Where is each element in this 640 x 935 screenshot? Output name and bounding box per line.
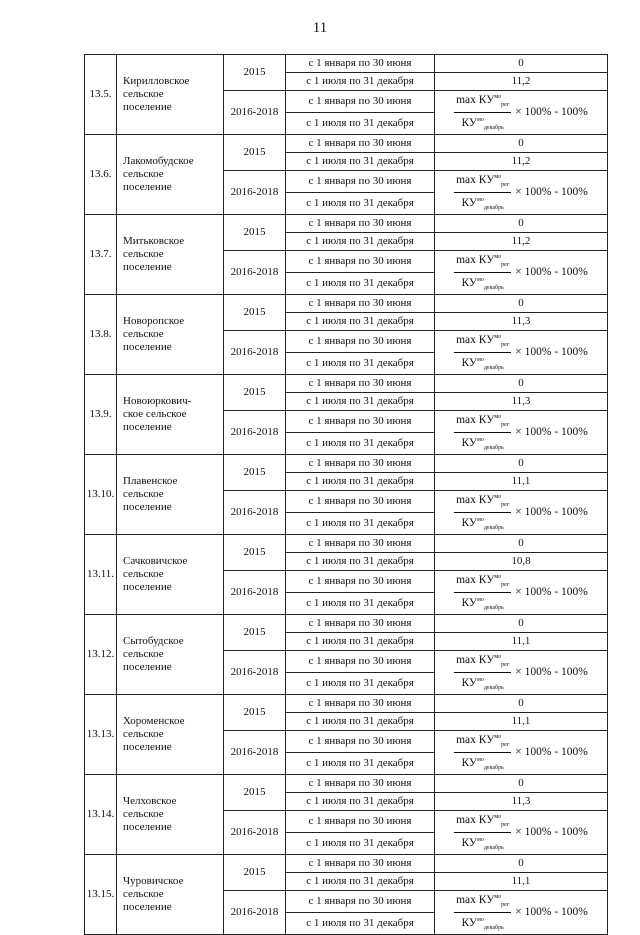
formula-cell xyxy=(435,811,608,855)
formula xyxy=(454,891,588,934)
settlement-name-line: поселение xyxy=(123,341,172,353)
settlement-name-line: поселение xyxy=(123,661,172,673)
formula xyxy=(454,251,588,294)
formula-den-sub: декабрь xyxy=(483,445,504,451)
formula-num-text: max КУ xyxy=(456,734,495,746)
year-2016-2018: 2016-2018 xyxy=(224,651,286,695)
year-2015: 2015 xyxy=(224,295,286,331)
formula-cell xyxy=(435,411,608,455)
formula-den-sub: декабрь xyxy=(483,525,504,531)
year-2015: 2015 xyxy=(224,135,286,171)
formula-num-text: max КУ xyxy=(456,894,495,906)
row-number: 13.11. xyxy=(85,535,117,615)
formula-suffix: × 100% - 100% xyxy=(515,266,588,278)
period-second-half: с 1 июля по 31 декабря xyxy=(286,113,435,135)
formula-num-text: max КУ xyxy=(456,414,495,426)
formula-fraction xyxy=(454,651,511,694)
value-second-half: 11,3 xyxy=(435,313,608,331)
row-number: 13.10. xyxy=(85,455,117,535)
formula-den-sup: мо xyxy=(477,277,484,283)
formula-fraction xyxy=(454,171,511,214)
formula-den-sub: декабрь xyxy=(483,205,504,211)
period-first-half: с 1 января по 30 июня xyxy=(286,411,435,433)
row-number: 13.15. xyxy=(85,855,117,935)
value-second-half: 11,3 xyxy=(435,793,608,811)
formula-den-sub: декабрь xyxy=(483,365,504,371)
period-second-half: с 1 июля по 31 декабря xyxy=(286,153,435,171)
value-first-half: 0 xyxy=(435,55,608,73)
settlement-name-line: Сытобудское xyxy=(123,635,184,647)
formula-denominator xyxy=(461,113,503,134)
formula-num-sub: рег xyxy=(501,422,510,428)
period-first-half: с 1 января по 30 июня xyxy=(286,891,435,913)
settlement-name-line: Лакомобудское xyxy=(123,155,194,167)
settlement-name xyxy=(117,135,224,215)
formula-den-sup: мо xyxy=(477,437,484,443)
year-2016-2018: 2016-2018 xyxy=(224,731,286,775)
value-second-half: 11,1 xyxy=(435,473,608,491)
settlement-name-line: Плавенское xyxy=(123,475,178,487)
row-number: 13.9. xyxy=(85,375,117,455)
formula-den-sup: мо xyxy=(477,917,484,923)
formula-fraction xyxy=(454,91,511,134)
year-2016-2018: 2016-2018 xyxy=(224,811,286,855)
formula-num-text: max КУ xyxy=(456,574,495,586)
year-2015: 2015 xyxy=(224,55,286,91)
settlement-name-line: поселение xyxy=(123,901,172,913)
period-first-half: с 1 января по 30 июня xyxy=(286,491,435,513)
formula xyxy=(454,331,588,374)
formula-cell xyxy=(435,331,608,375)
formula-numerator xyxy=(454,411,511,433)
formula xyxy=(454,811,588,854)
formula-num-sub: рег xyxy=(501,582,510,588)
formula-den-sup: мо xyxy=(477,117,484,123)
formula-denominator xyxy=(461,353,503,374)
formula-numerator xyxy=(454,811,511,833)
period-first-half: с 1 января по 30 июня xyxy=(286,535,435,553)
formula-den-sup: мо xyxy=(477,837,484,843)
formula-num-sup: мо xyxy=(494,414,502,420)
period-first-half: с 1 января по 30 июня xyxy=(286,91,435,113)
row-number: 13.14. xyxy=(85,775,117,855)
year-2016-2018: 2016-2018 xyxy=(224,491,286,535)
period-second-half: с 1 июля по 31 декабря xyxy=(286,273,435,295)
formula-fraction xyxy=(454,731,511,774)
settlement-name xyxy=(117,375,224,455)
period-first-half: с 1 января по 30 июня xyxy=(286,251,435,273)
formula-numerator xyxy=(454,891,511,913)
formula-den-sup: мо xyxy=(477,757,484,763)
formula-numerator xyxy=(454,91,511,113)
formula xyxy=(454,91,588,134)
row-number: 13.5. xyxy=(85,55,117,135)
formula-suffix: × 100% - 100% xyxy=(515,426,588,438)
value-first-half: 0 xyxy=(435,375,608,393)
period-second-half: с 1 июля по 31 декабря xyxy=(286,513,435,535)
formula xyxy=(454,171,588,214)
formula-num-sup: мо xyxy=(494,94,502,100)
formula-num-sub: рег xyxy=(501,502,510,508)
settlement-name-line: сельское xyxy=(123,328,164,340)
formula-numerator xyxy=(454,651,511,673)
formula-num-sub: рег xyxy=(501,902,510,908)
period-second-half: с 1 июля по 31 декабря xyxy=(286,393,435,411)
tariff-table xyxy=(84,54,608,935)
settlement-name-line: Хороменское xyxy=(123,715,185,727)
formula-den-text: КУ xyxy=(461,677,478,689)
formula-num-sup: мо xyxy=(494,334,502,340)
row-number: 13.12. xyxy=(85,615,117,695)
period-second-half: с 1 июля по 31 декабря xyxy=(286,833,435,855)
formula-suffix: × 100% - 100% xyxy=(515,506,588,518)
settlement-name-line: сельское xyxy=(123,648,164,660)
formula-denominator xyxy=(461,433,503,454)
settlement-name-line: сельское xyxy=(123,248,164,260)
period-second-half: с 1 июля по 31 декабря xyxy=(286,753,435,775)
settlement-name-line: сельское xyxy=(123,88,164,100)
formula-num-text: max КУ xyxy=(456,174,495,186)
year-2016-2018: 2016-2018 xyxy=(224,411,286,455)
formula-numerator xyxy=(454,491,511,513)
settlement-name-line: поселение xyxy=(123,821,172,833)
formula-den-sub: декабрь xyxy=(483,605,504,611)
settlement-name-line: поселение xyxy=(123,501,172,513)
table-row xyxy=(85,215,608,233)
value-first-half: 0 xyxy=(435,535,608,553)
formula-fraction xyxy=(454,571,511,614)
formula-num-text: max КУ xyxy=(456,334,495,346)
formula-denominator xyxy=(461,913,503,934)
value-first-half: 0 xyxy=(435,455,608,473)
period-second-half: с 1 июля по 31 декабря xyxy=(286,553,435,571)
formula-den-text: КУ xyxy=(461,277,478,289)
formula-num-sup: мо xyxy=(494,494,502,500)
table-row xyxy=(85,535,608,553)
settlement-name-line: Новоропское xyxy=(123,315,185,327)
formula-cell xyxy=(435,731,608,775)
period-first-half: с 1 января по 30 июня xyxy=(286,811,435,833)
formula-fraction xyxy=(454,251,511,294)
value-second-half: 11,1 xyxy=(435,713,608,731)
formula-num-sup: мо xyxy=(494,254,502,260)
period-first-half: с 1 января по 30 июня xyxy=(286,855,435,873)
settlement-name-line: ское сельское xyxy=(123,408,187,420)
formula-num-sub: рег xyxy=(501,662,510,668)
formula-num-sup: мо xyxy=(494,174,502,180)
period-second-half: с 1 июля по 31 декабря xyxy=(286,873,435,891)
formula-fraction xyxy=(454,331,511,374)
year-2015: 2015 xyxy=(224,775,286,811)
formula-den-sup: мо xyxy=(477,517,484,523)
page-number: 11 xyxy=(312,20,328,36)
year-2016-2018: 2016-2018 xyxy=(224,251,286,295)
formula-den-text: КУ xyxy=(461,517,478,529)
formula xyxy=(454,491,588,534)
value-second-half: 11,2 xyxy=(435,73,608,91)
formula-suffix: × 100% - 100% xyxy=(515,826,588,838)
formula-denominator xyxy=(461,513,503,534)
period-second-half: с 1 июля по 31 декабря xyxy=(286,473,435,491)
row-number: 13.6. xyxy=(85,135,117,215)
settlement-name-line: Сачковичское xyxy=(123,555,188,567)
period-first-half: с 1 января по 30 июня xyxy=(286,731,435,753)
year-2016-2018: 2016-2018 xyxy=(224,171,286,215)
settlement-name-line: сельское xyxy=(123,488,164,500)
formula-num-sub: рег xyxy=(501,742,510,748)
settlement-name xyxy=(117,455,224,535)
value-first-half: 0 xyxy=(435,775,608,793)
formula-num-sup: мо xyxy=(494,654,502,660)
settlement-name xyxy=(117,775,224,855)
formula-num-text: max КУ xyxy=(456,494,495,506)
value-second-half: 11,2 xyxy=(435,153,608,171)
formula-cell xyxy=(435,891,608,935)
year-2015: 2015 xyxy=(224,695,286,731)
table-row xyxy=(85,375,608,393)
year-2016-2018: 2016-2018 xyxy=(224,891,286,935)
year-2016-2018: 2016-2018 xyxy=(224,91,286,135)
period-first-half: с 1 января по 30 июня xyxy=(286,295,435,313)
table-row xyxy=(85,135,608,153)
settlement-name xyxy=(117,215,224,295)
settlement-name-line: сельское xyxy=(123,568,164,580)
settlement-name-line: Новоюркович- xyxy=(123,395,192,407)
formula-cell xyxy=(435,251,608,295)
formula-suffix: × 100% - 100% xyxy=(515,586,588,598)
formula-cell xyxy=(435,91,608,135)
settlement-name xyxy=(117,535,224,615)
formula-cell xyxy=(435,491,608,535)
settlement-name-line: Челховское xyxy=(123,795,177,807)
formula-num-sup: мо xyxy=(494,814,502,820)
formula-suffix: × 100% - 100% xyxy=(515,906,588,918)
formula-den-text: КУ xyxy=(461,757,478,769)
settlement-name xyxy=(117,55,224,135)
period-second-half: с 1 июля по 31 декабря xyxy=(286,353,435,375)
formula-numerator xyxy=(454,571,511,593)
formula-den-text: КУ xyxy=(461,437,478,449)
value-first-half: 0 xyxy=(435,295,608,313)
formula-num-sub: рег xyxy=(501,102,510,108)
table-row xyxy=(85,775,608,793)
value-second-half: 11,3 xyxy=(435,393,608,411)
formula-num-sub: рег xyxy=(501,342,510,348)
formula-num-text: max КУ xyxy=(456,654,495,666)
formula xyxy=(454,571,588,614)
period-first-half: с 1 января по 30 июня xyxy=(286,375,435,393)
formula-num-text: max КУ xyxy=(456,814,495,826)
value-first-half: 0 xyxy=(435,695,608,713)
formula-denominator xyxy=(461,673,503,694)
value-second-half: 11,1 xyxy=(435,633,608,651)
year-2015: 2015 xyxy=(224,375,286,411)
settlement-name-line: сельское xyxy=(123,888,164,900)
period-second-half: с 1 июля по 31 декабря xyxy=(286,673,435,695)
formula-num-text: max КУ xyxy=(456,94,495,106)
period-first-half: с 1 января по 30 июня xyxy=(286,775,435,793)
period-first-half: с 1 января по 30 июня xyxy=(286,55,435,73)
settlement-name-line: сельское xyxy=(123,808,164,820)
formula-den-sub: декабрь xyxy=(483,845,504,851)
period-first-half: с 1 января по 30 июня xyxy=(286,455,435,473)
period-second-half: с 1 июля по 31 декабря xyxy=(286,193,435,215)
formula-denominator xyxy=(461,833,503,854)
formula-num-sub: рег xyxy=(501,822,510,828)
settlement-name-line: Чуровичское xyxy=(123,875,184,887)
formula-suffix: × 100% - 100% xyxy=(515,746,588,758)
settlement-name xyxy=(117,295,224,375)
settlement-name xyxy=(117,615,224,695)
formula-numerator xyxy=(454,171,511,193)
period-first-half: с 1 января по 30 июня xyxy=(286,651,435,673)
formula-num-sup: мо xyxy=(494,734,502,740)
value-second-half: 10,8 xyxy=(435,553,608,571)
table-row xyxy=(85,695,608,713)
formula-fraction xyxy=(454,491,511,534)
year-2015: 2015 xyxy=(224,215,286,251)
formula-den-text: КУ xyxy=(461,197,478,209)
period-second-half: с 1 июля по 31 декабря xyxy=(286,913,435,935)
formula-numerator xyxy=(454,731,511,753)
row-number: 13.8. xyxy=(85,295,117,375)
formula-den-sub: декабрь xyxy=(483,125,504,131)
value-first-half: 0 xyxy=(435,135,608,153)
formula-den-sup: мо xyxy=(477,197,484,203)
formula-fraction xyxy=(454,411,511,454)
formula-den-sub: декабрь xyxy=(483,925,504,931)
period-second-half: с 1 июля по 31 декабря xyxy=(286,793,435,811)
formula-den-text: КУ xyxy=(461,117,478,129)
formula-cell xyxy=(435,651,608,695)
formula-denominator xyxy=(461,273,503,294)
value-second-half: 11,2 xyxy=(435,233,608,251)
row-number: 13.7. xyxy=(85,215,117,295)
formula-numerator xyxy=(454,251,511,273)
settlement-name-line: поселение xyxy=(123,741,172,753)
value-first-half: 0 xyxy=(435,215,608,233)
formula-cell xyxy=(435,571,608,615)
value-first-half: 0 xyxy=(435,615,608,633)
period-second-half: с 1 июля по 31 декабря xyxy=(286,313,435,331)
table-row xyxy=(85,295,608,313)
settlement-name-line: сельское xyxy=(123,168,164,180)
formula-den-text: КУ xyxy=(461,357,478,369)
formula-den-sup: мо xyxy=(477,357,484,363)
row-number: 13.13. xyxy=(85,695,117,775)
year-2015: 2015 xyxy=(224,535,286,571)
period-first-half: с 1 января по 30 июня xyxy=(286,695,435,713)
formula-num-sup: мо xyxy=(494,894,502,900)
settlement-name-line: поселение xyxy=(123,581,172,593)
period-second-half: с 1 июля по 31 декабря xyxy=(286,593,435,615)
formula xyxy=(454,731,588,774)
settlement-name xyxy=(117,695,224,775)
period-second-half: с 1 июля по 31 декабря xyxy=(286,633,435,651)
formula-cell xyxy=(435,171,608,215)
table-row xyxy=(85,455,608,473)
formula-suffix: × 100% - 100% xyxy=(515,106,588,118)
period-first-half: с 1 января по 30 июня xyxy=(286,171,435,193)
table-row xyxy=(85,855,608,873)
period-first-half: с 1 января по 30 июня xyxy=(286,615,435,633)
value-second-half: 11,1 xyxy=(435,873,608,891)
formula-den-sub: декабрь xyxy=(483,685,504,691)
formula-den-sub: декабрь xyxy=(483,765,504,771)
formula xyxy=(454,411,588,454)
period-second-half: с 1 июля по 31 декабря xyxy=(286,713,435,731)
formula-denominator xyxy=(461,593,503,614)
period-first-half: с 1 января по 30 июня xyxy=(286,135,435,153)
table-row xyxy=(85,615,608,633)
year-2016-2018: 2016-2018 xyxy=(224,331,286,375)
settlement-name-line: поселение xyxy=(123,101,172,113)
table-row xyxy=(85,55,608,73)
formula-suffix: × 100% - 100% xyxy=(515,666,588,678)
formula-numerator xyxy=(454,331,511,353)
formula-denominator xyxy=(461,753,503,774)
settlement-name-line: поселение xyxy=(123,261,172,273)
period-first-half: с 1 января по 30 июня xyxy=(286,571,435,593)
formula-denominator xyxy=(461,193,503,214)
formula-den-text: КУ xyxy=(461,837,478,849)
year-2015: 2015 xyxy=(224,855,286,891)
formula-fraction xyxy=(454,891,511,934)
formula-suffix: × 100% - 100% xyxy=(515,346,588,358)
formula-den-sub: декабрь xyxy=(483,285,504,291)
formula-den-text: КУ xyxy=(461,597,478,609)
period-first-half: с 1 января по 30 июня xyxy=(286,215,435,233)
formula-den-sup: мо xyxy=(477,597,484,603)
settlement-name-line: поселение xyxy=(123,181,172,193)
period-second-half: с 1 июля по 31 декабря xyxy=(286,433,435,455)
settlement-name-line: сельское xyxy=(123,728,164,740)
formula-den-text: КУ xyxy=(461,917,478,929)
formula-num-sup: мо xyxy=(494,574,502,580)
formula-num-text: max КУ xyxy=(456,254,495,266)
settlement-name xyxy=(117,855,224,935)
period-second-half: с 1 июля по 31 декабря xyxy=(286,233,435,251)
formula-fraction xyxy=(454,811,511,854)
settlement-name-line: Кирилловское xyxy=(123,75,190,87)
formula-num-sub: рег xyxy=(501,182,510,188)
value-first-half: 0 xyxy=(435,855,608,873)
year-2015: 2015 xyxy=(224,455,286,491)
settlement-name-line: поселение xyxy=(123,421,172,433)
formula xyxy=(454,651,588,694)
period-second-half: с 1 июля по 31 декабря xyxy=(286,73,435,91)
year-2015: 2015 xyxy=(224,615,286,651)
settlement-name-line: Митьковское xyxy=(123,235,185,247)
period-first-half: с 1 января по 30 июня xyxy=(286,331,435,353)
formula-suffix: × 100% - 100% xyxy=(515,186,588,198)
formula-den-sup: мо xyxy=(477,677,484,683)
year-2016-2018: 2016-2018 xyxy=(224,571,286,615)
formula-num-sub: рег xyxy=(501,262,510,268)
